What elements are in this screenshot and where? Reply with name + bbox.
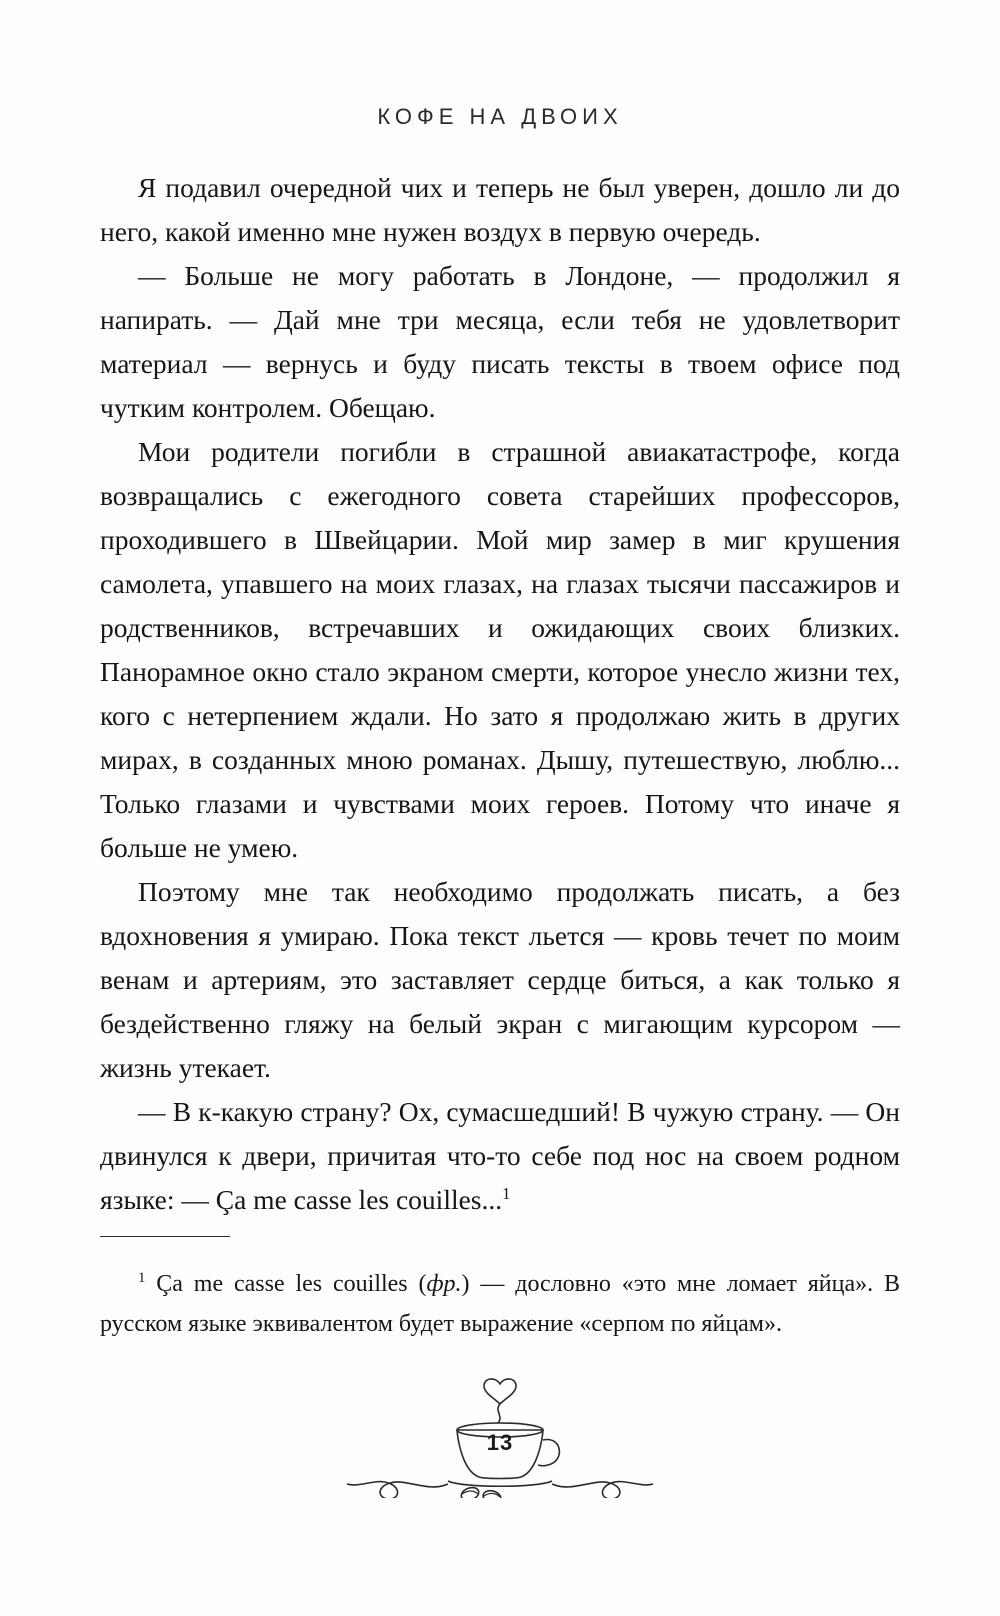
footnote-italic-abbrev: фр. [426,1271,462,1297]
body-text-block [100,166,900,1222]
footnote-text [100,1258,900,1344]
page-number: 13 [486,1430,514,1455]
paragraph: Поэтому мне так необходимо продолжать писать, а без вдохновения я умираю. Пока текст льется — кровь течет по моим венам и артериям, это заставляет сердце биться, а как только я бездейственно гляжу на белый экран с мигающим курсором — жизнь утекает. [100,876,900,1083]
paragraph: — Больше не могу работать в Лондоне, — продолжил я напирать. — Дай мне три месяца, если тебя не удовлетворит материал — вернусь и буду писать тексты в твоем офисе под чутким контролем. Обещаю. [100,260,900,423]
paragraph-with-footnote [100,1090,900,1222]
footnote-lead: Ça me casse les couilles ( [156,1271,427,1297]
paragraph-text: — В к-какую страну? Ох, сумасшедший! В чужую страну. — Он двинулся к двери, причитая что-то себе под нос на своем родном языке: — Ça me casse les couilles... [100,1096,900,1215]
paragraph: Мои родители погибли в страшной авиакатастрофе, когда возвращались с ежегодного совета старейших профессоров, проходившего в Швейцарии. Мой мир замер в миг крушения самолета, упавшего на моих глазах, на глазах тысячи пассажиров и родственников, встречавших и ожидающих своих близких. Панорамное окно стало экраном смерти, которое унесло жизни тех, кого с нетерпением ждали. Но зато я продолжаю жить в других мирах, в созданных мною романах. Дышу, путешествую, люблю... Только глазами и чувствами моих героев. Потому что иначе я больше не умею. [100,436,900,863]
paragraph: Я подавил очередной чих и теперь не был уверен, дошло ли до него, какой именно мне нужен воздух в первую очередь. [100,172,900,247]
footnote-number: 1 [138,1270,146,1286]
footnote-block [100,1258,900,1344]
footnote-reference-marker: 1 [502,1183,511,1203]
footnote-separator-rule [100,1236,230,1237]
running-head: КОФЕ НА ДВОИХ [377,104,623,129]
footnote-rest: ) — дословно «это мне ломает яйца». В русском языке эквивалентом будет выражение «серпом по яйцам». [100,1271,901,1337]
